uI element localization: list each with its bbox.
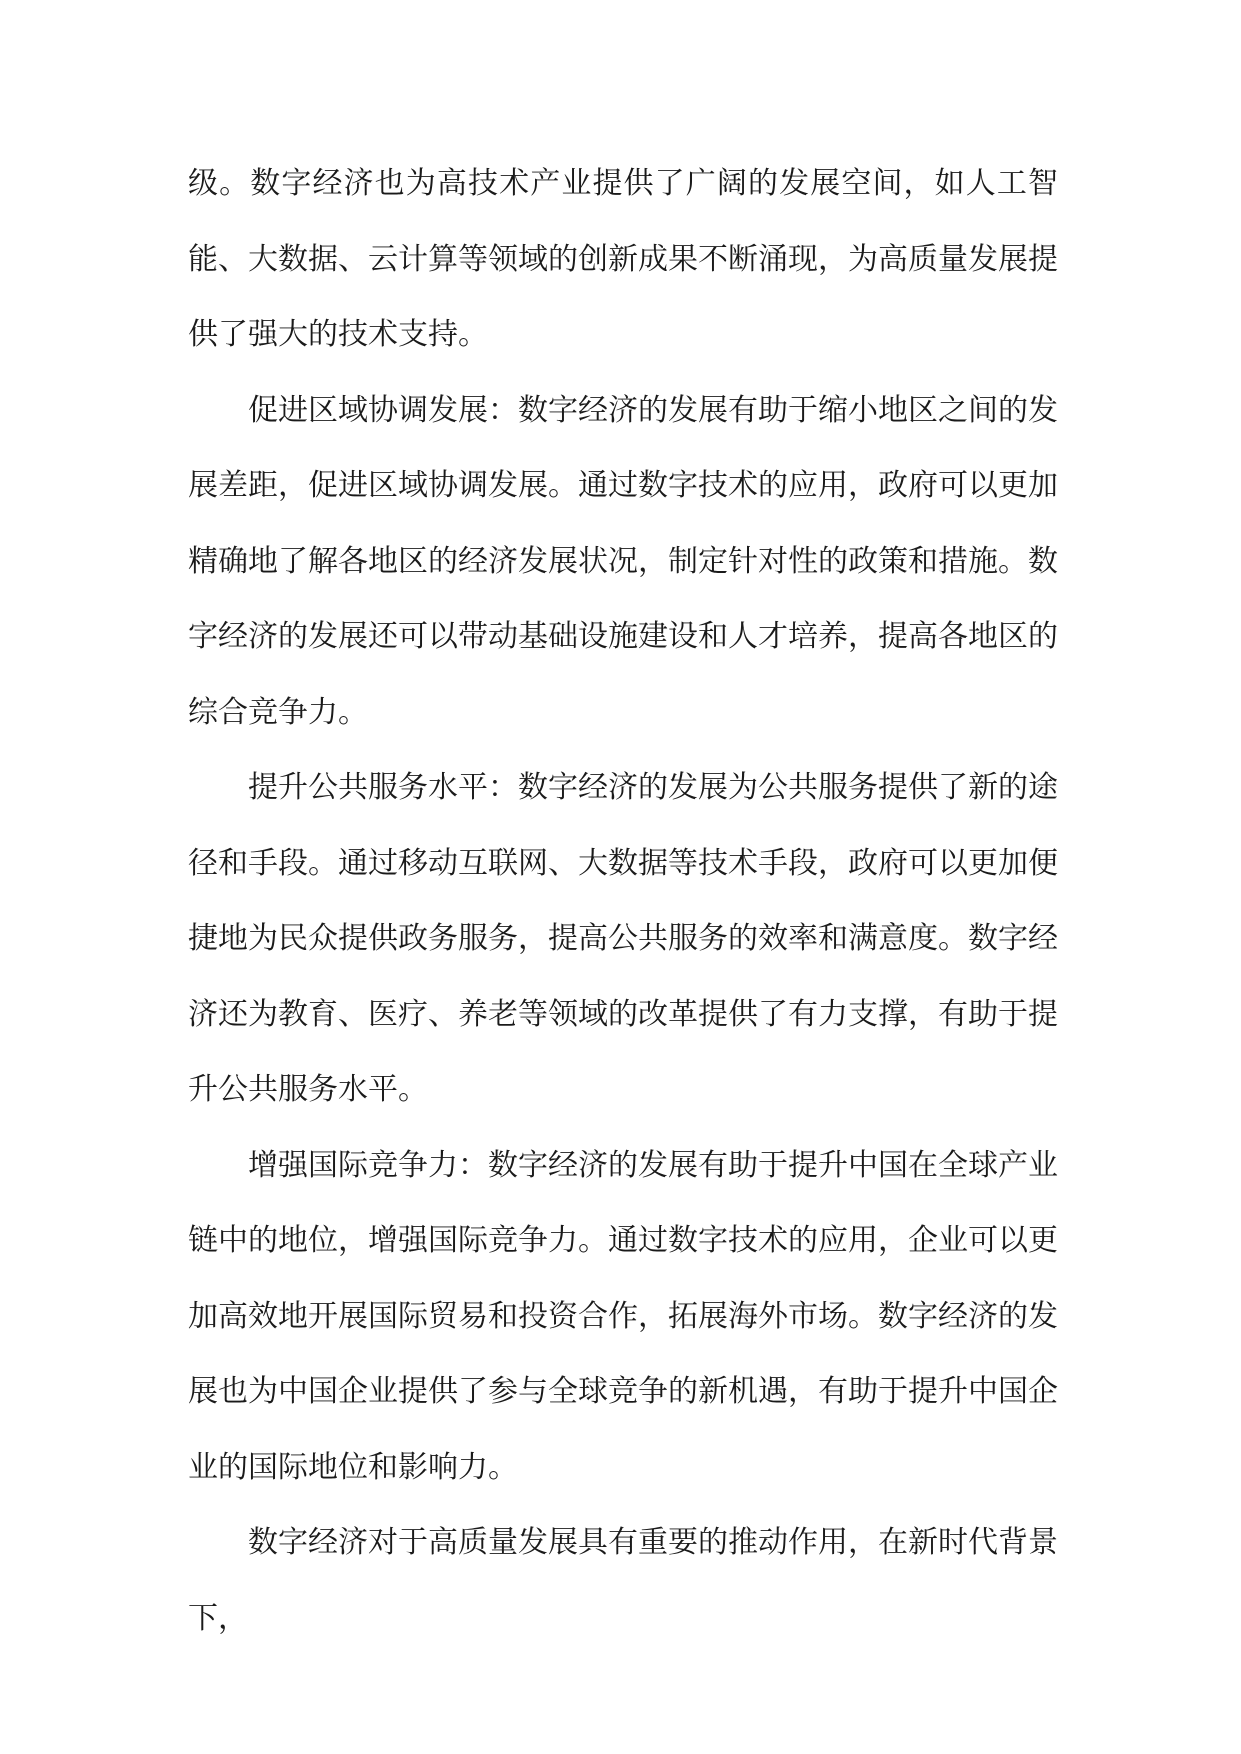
paragraph-conclusion: 数字经济对于高质量发展具有重要的推动作用，在新时代背景下， [188, 1525, 1058, 1636]
paragraph-continued: 级。数字经济也为高技术产业提供了广阔的发展空间，如人工智能、大数据、云计算等领域的创新成果不断涌现，为高质量发展提供了强大的技术支持。 [188, 166, 1058, 352]
document-body [188, 146, 1058, 1656]
paragraph-public-services: 提升公共服务水平：数字经济的发展为公共服务提供了新的途径和手段。通过移动互联网、大数据等技术手段，政府可以更加便捷地为民众提供政务服务，提高公共服务的效率和满意度。数字经济还为教育、医疗、养老等领域的改革提供了有力支撑，有助于提升公共服务水平。 [188, 770, 1058, 1107]
paragraph-regional-development: 促进区域协调发展：数字经济的发展有助于缩小地区之间的发展差距，促进区域协调发展。通过数字技术的应用，政府可以更加精确地了解各地区的经济发展状况，制定针对性的政策和措施。数字经济的发展还可以带动基础设施建设和人才培养，提高各地区的综合竞争力。 [188, 392, 1058, 730]
paragraph-international-competitiveness: 增强国际竞争力：数字经济的发展有助于提升中国在全球产业链中的地位，增强国际竞争力。通过数字技术的应用，企业可以更加高效地开展国际贸易和投资合作，拓展海外市场。数字经济的发展也为中国企业提供了参与全球竞争的新机遇，有助于提升中国企业的国际地位和影响力。 [188, 1147, 1058, 1485]
